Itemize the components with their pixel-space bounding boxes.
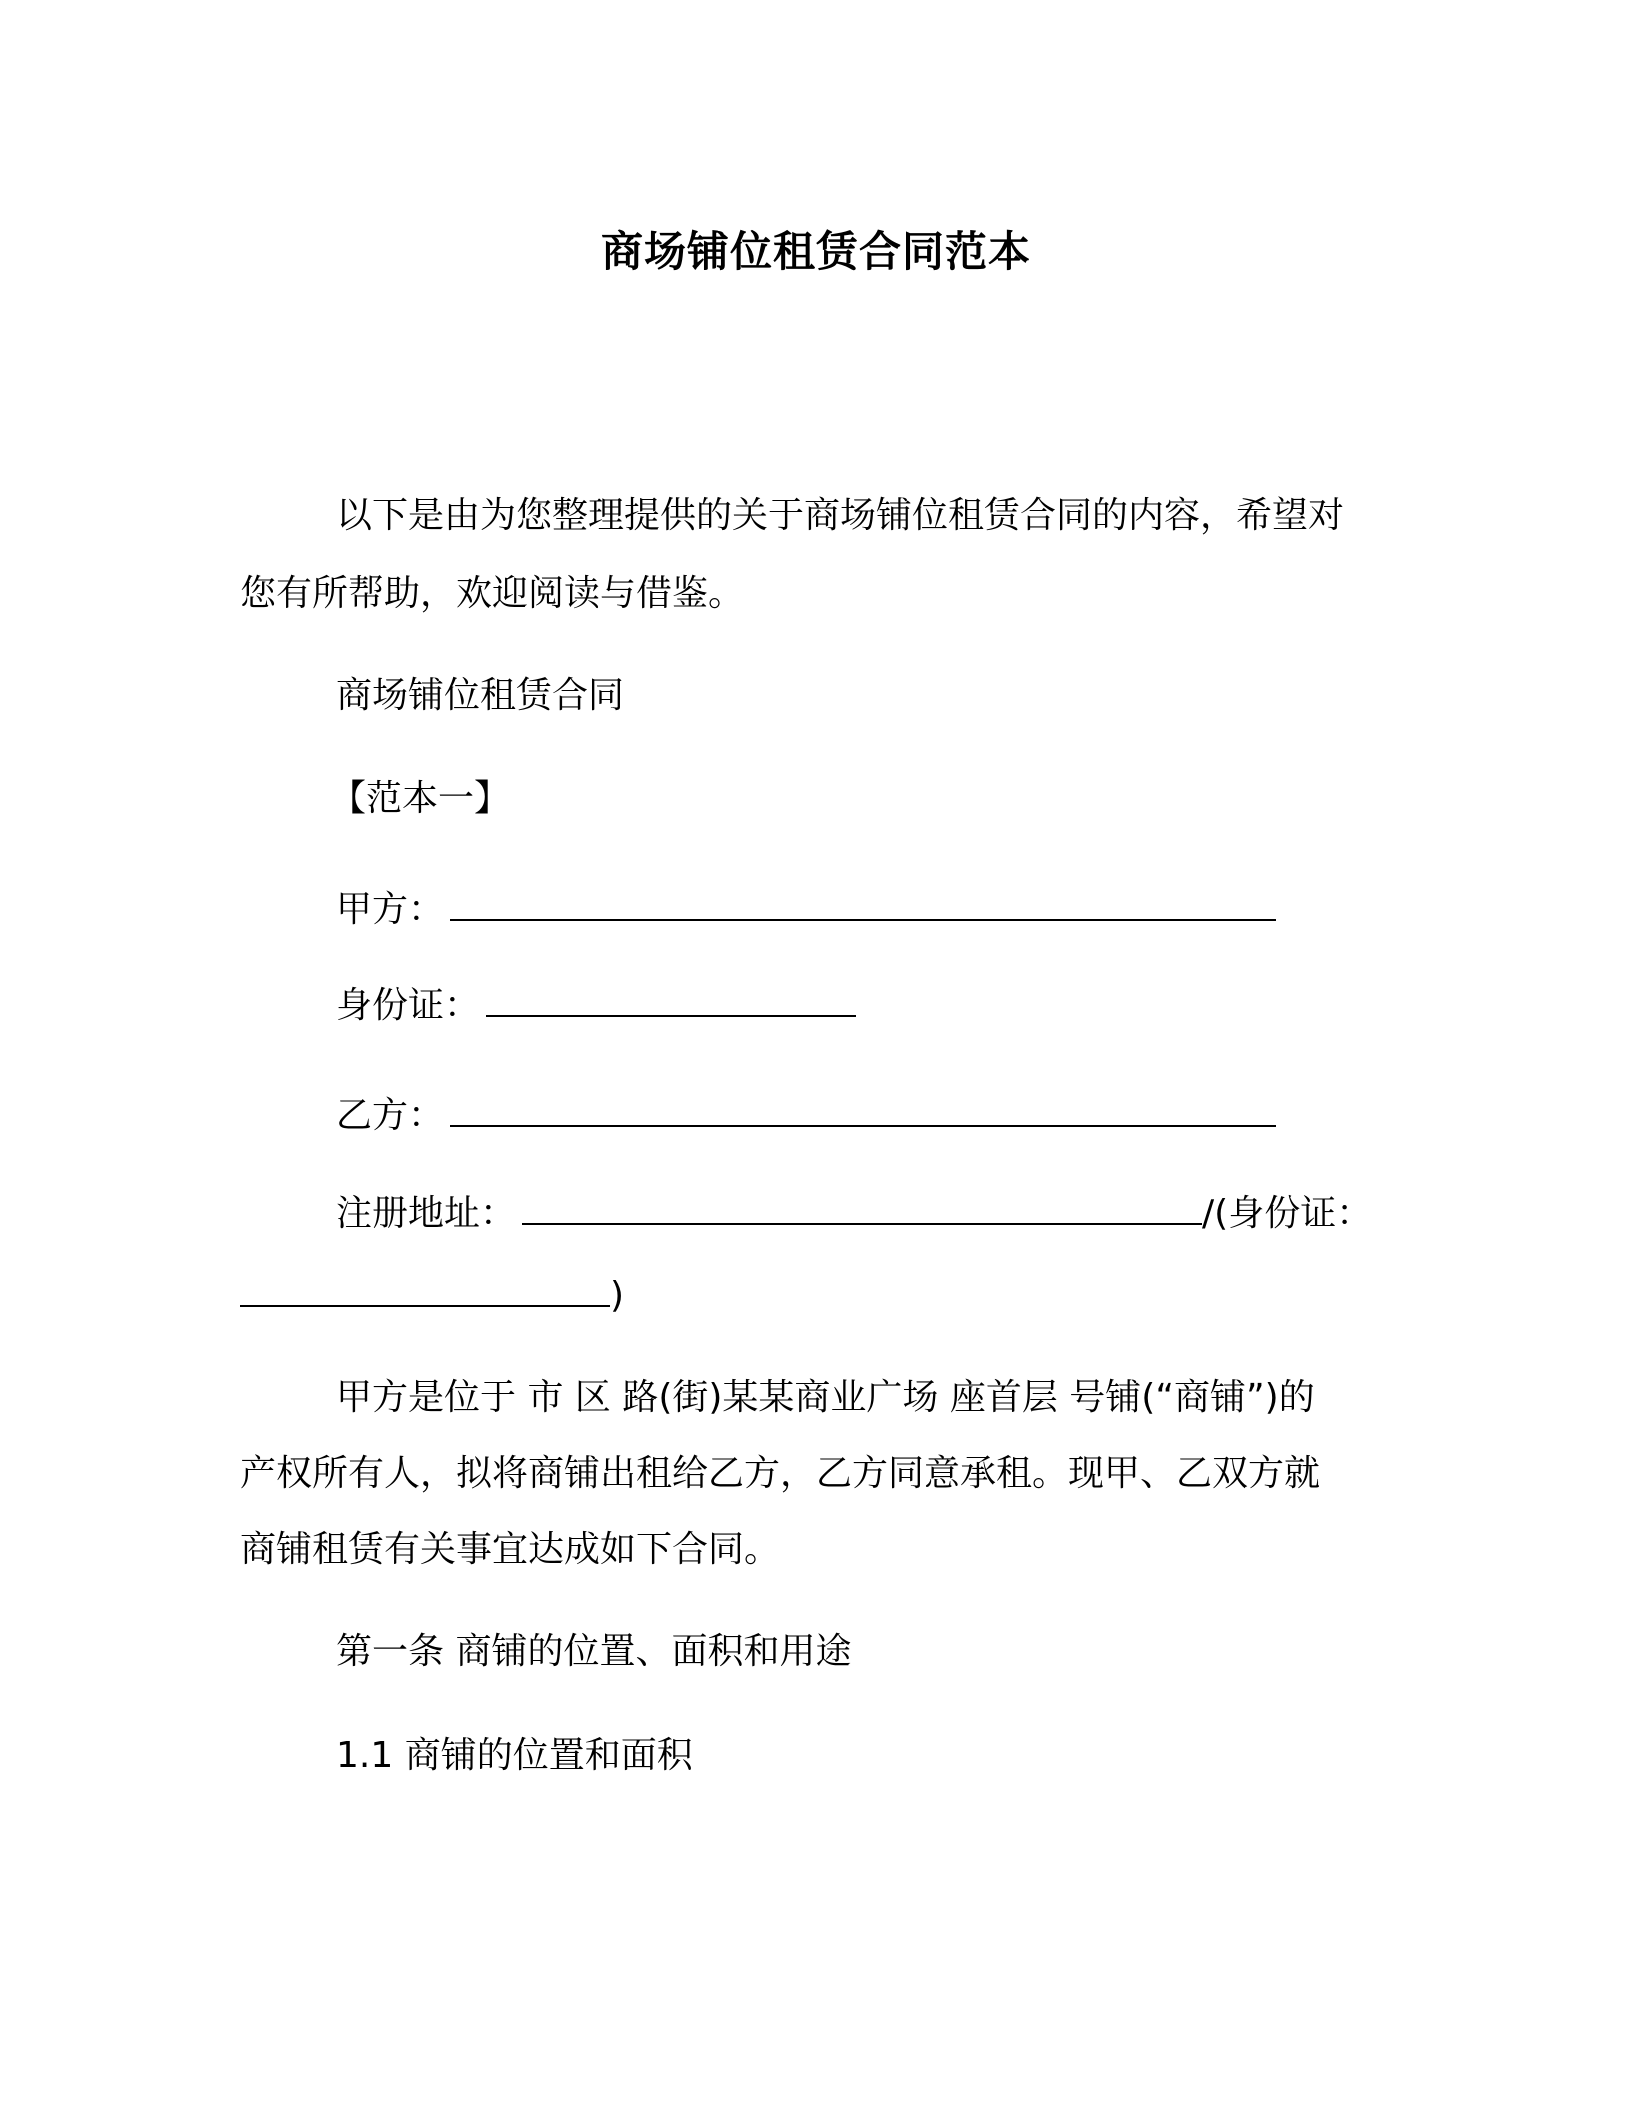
para1-line-2: 产权所有人，拟将商铺出租给乙方，乙方同意承租。现甲、乙双方就 <box>240 1453 1321 1494</box>
reg-id-blank-line <box>240 1305 610 1307</box>
reg-address-label: 注册地址： <box>336 1193 517 1234</box>
intro-line-1: 以下是由为您整理提供的关于商场铺位租赁合同的内容，希望对 <box>336 495 1345 536</box>
reg-id-close: ) <box>610 1275 625 1316</box>
id-label: 身份证： <box>336 985 481 1026</box>
reg-id-field <box>240 1270 624 1322</box>
reg-address-blank-line <box>522 1223 1202 1225</box>
party-a-field <box>336 884 1276 936</box>
party-b-blank-line <box>450 1125 1276 1127</box>
id-field <box>336 980 856 1032</box>
party-a-label: 甲方： <box>336 889 445 930</box>
para1-line-3: 商铺租赁有关事宜达成如下合同。 <box>240 1529 781 1570</box>
document-title: 商场铺位租赁合同范本 <box>600 227 1031 276</box>
party-b-label: 乙方： <box>336 1095 445 1136</box>
para1-line-1: 甲方是位于 市 区 路(街)某某商业广场 座首层 号铺(“商铺”)的 <box>336 1377 1315 1418</box>
party-a-blank-line <box>450 919 1276 921</box>
id-blank-line <box>486 1015 856 1017</box>
reg-address-field <box>336 1188 1372 1240</box>
section-1-1-heading: 1.1 商铺的位置和面积 <box>336 1735 693 1776</box>
contract-heading: 商场铺位租赁合同 <box>336 675 625 716</box>
intro-line-2: 您有所帮助，欢迎阅读与借鉴。 <box>240 573 745 614</box>
party-b-field <box>336 1090 1276 1142</box>
template-label: 【范本一】 <box>330 778 511 819</box>
article-1-heading: 第一条 商铺的位置、面积和用途 <box>336 1631 852 1672</box>
reg-address-id-label: /(身份证： <box>1202 1193 1373 1234</box>
